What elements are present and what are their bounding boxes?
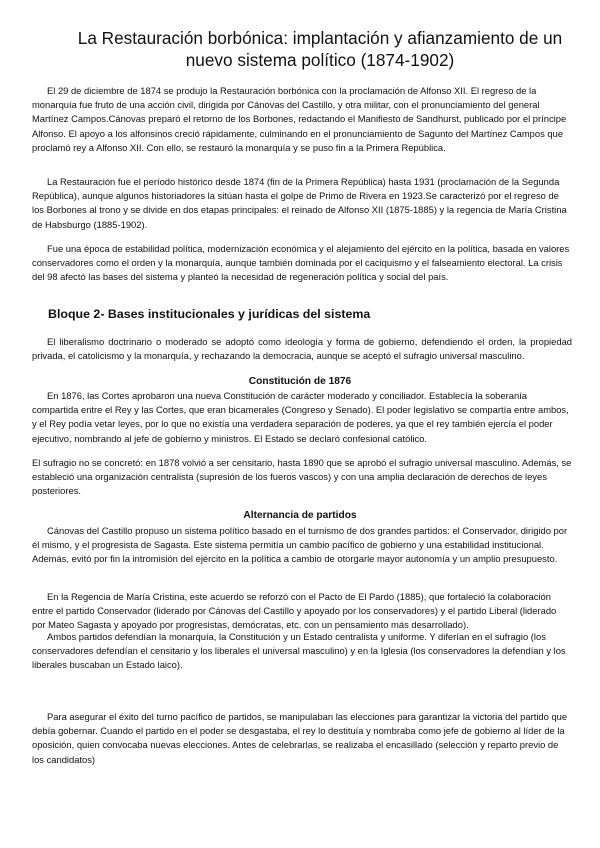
document-title: La Restauración borbónica: implantación y afianzamiento de un nuevo sistema político (1874-1902) bbox=[77, 28, 563, 70]
section-heading-bloque2: Bloque 2- Bases institucionales y jurídicas del sistema bbox=[48, 307, 371, 321]
constitucion-paragraph-2: El sufragio no se concretó: en 1878 volvió a ser censitario, hasta 1890 que se aprobó el sufragio universal masculino. Además, se estableció una organización centralista (supresión de los fueros vascos) y con una amplia declaración de derechos de leyes posteriores. bbox=[32, 457, 572, 497]
intro-paragraph-2: La Restauración fue el período histórico desde 1874 (fin de la Primera República) hasta 1931 (proclamación de la Segunda República), aunque algunos historiadores la sitúan hasta el golpe de Primo de Rivera en 1923.Se caracterizó por el regreso de los Borbones al trono y se divide en dos etapas principales: el reinado de Alfonso XII (1875-1885) y la regencia de María Cristina de Habsburgo (1885-1902). bbox=[32, 176, 567, 230]
intro-paragraph-1: El 29 de diciembre de 1874 se produjo la Restauración borbónica con la proclamación de Alfonso XII. El regreso de la monarquía fue fruto de una acción civil, dirigida por Cánovas del Castillo, y otra militar, con el pronunciamiento del general Martínez Campos.Cánovas preparó el retorno de los Borbones, redactando el Manifiesto de Sandhurst, publicado por el príncipe Alfonso. El apoyo a los alfonsinos creció rápidamente, culminando en el pronunciamiento de Sagunto del Martínez Campos que proclamó rey a Alfonso XII. Con ello, se restauró la monarquía y se puso fin a la Primera República. bbox=[32, 85, 567, 153]
intro-paragraph-3: Fue una época de estabilidad política, modernización económica y el alejamiento del ejército en la política, basada en valores conservadores como el orden y la monarquía, aunque también dominada por el caciquismo y el falseamiento electoral. La crisis del 98 afectó las bases del sistema y planteó la necesidad de regeneración política y social del país. bbox=[32, 243, 570, 283]
alternancia-paragraph-3: Ambos partidos defendían la monarquía, la Constitución y un Estado centralista y uniforme. Y diferían en el sufragio (los conservadores defendían el censitario y los liberales el universal masculino) y en la Iglesia (los conservadores la defendían y los liberales buscaban un Estado laico). bbox=[32, 631, 566, 671]
subheading-constitucion: Constitución de 1876 bbox=[248, 376, 352, 387]
alternancia-paragraph-2: En la Regencia de María Cristina, este acuerdo se reforzó con el Pacto de El Pardo (1885), que fortaleció la colaboración entre el partido Conservador (liderado por Cánovas del Castillo y apoyado por los conservadores) y el partido Liberal (liderado por Mateo Sagasta y apoyado por progresistas, demócratas, etc. con un pensamiento más desarrollado). bbox=[32, 591, 557, 631]
constitucion-paragraph-1: En 1876, las Cortes aprobaron una nueva Constitución de carácter moderado y conciliador. Establecía la soberanía compartida entre el Rey y las Cortes, que eran bicamerales (Congreso y Senado). El poder legislativo se compartía entre ambos, y el Rey podía vetar leyes, por lo que no existía una verdadera separación de poderes, ya que el rey también ejercía el poder ejecutivo, nombrando al jefe de gobierno y ministros. El Estado se declaró confesional católico. bbox=[32, 390, 569, 444]
alternancia-paragraph-4: Para asegurar el éxito del turno pacífico de partidos, se manipulaban las elecciones para garantizar la victoria del partido que debía gobernar. Cuando el partido en el poder se desgastaba, el rey lo destituía y nombraba como jefe de gobierno al líder de la oposición, quien convocaba nuevas elecciones. Antes de celebrarlas, se realizaba el encasillado (selección y reparto previo de los candidatos) bbox=[32, 711, 568, 765]
alternancia-paragraph-1: Cánovas del Castillo propuso un sistema político basado en el turnismo de dos grandes partidos: el Conservador, dirigido por él mismo, y el progresista de Sagasta. Este sistema permitía un cambio pacífico de gobierno y una estabilidad institucional. Además, evitó por fin la intromisión del ejército en la política a cambio de otorgarle mayor autonomía y un amplio presupuesto. bbox=[32, 525, 568, 565]
subheading-alternancia: Alternancia de partidos bbox=[243, 510, 357, 521]
bloque2-paragraph-1: El liberalismo doctrinario o moderado se adoptó como ideología y forma de gobierno, defendiendo el orden, la propiedad privada, el catolicismo y la monarquía, y rechazando la democracia, aunque se aceptó el sufragio universal masculino. bbox=[32, 336, 572, 362]
